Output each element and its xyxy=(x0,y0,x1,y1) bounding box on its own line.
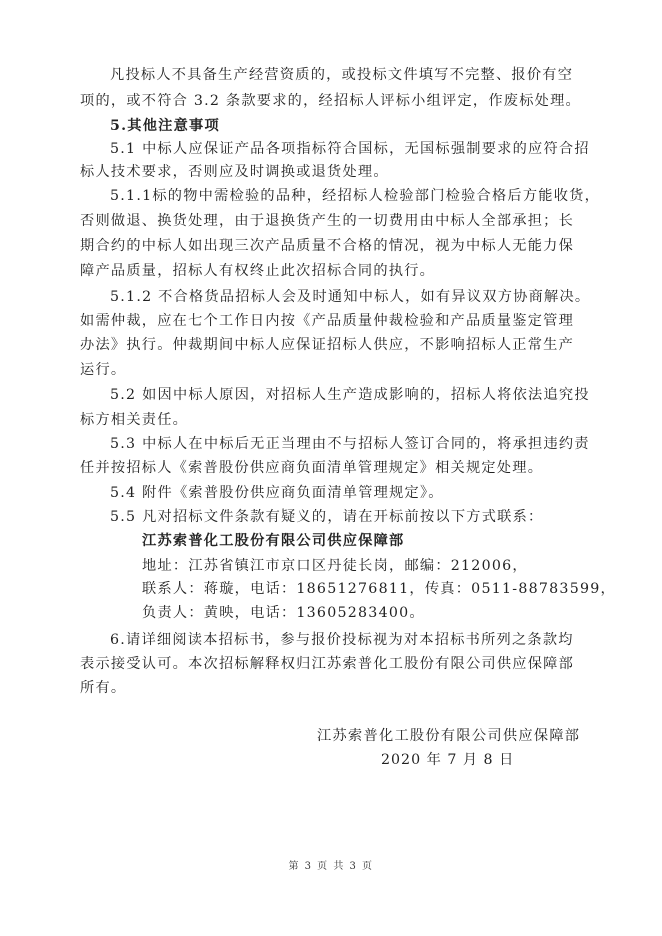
paragraph-5-2-line-2: 标方相关责任。 xyxy=(80,412,189,428)
page-footer: 第 3 页 共 3 页 xyxy=(288,861,374,872)
paragraph-5-1-line-1: 5.1 中标人应保证产品各项指标符合国标，无国标强制要求的应符合招 xyxy=(110,141,590,157)
paragraph-6-line-1: 6.请详细阅读本招标书，参与报价投标视为对本招标书所列之条款均 xyxy=(110,632,574,648)
paragraph-5-1-2-line-4: 运行。 xyxy=(80,362,127,378)
paragraph-5-1-1-line-2: 否则做退、换货处理，由于退换货产生的一切费用由中标人全部承担；长 xyxy=(80,213,575,229)
paragraph-5-1-2-line-3: 办法》执行。仲裁期间中标人应保证招标人供应，不影响招标人正常生产 xyxy=(80,337,575,353)
paragraph-6-line-3: 所有。 xyxy=(80,680,127,696)
paragraph-invalid-bid-line-2: 项的，或不符合 3.2 条款要求的，经招标人评标小组评定，作废标处理。 xyxy=(80,93,581,109)
paragraph-5-1-2-line-2: 如需仲裁，应在七个工作日内按《产品质量仲裁检验和产品质量鉴定管理 xyxy=(80,313,575,329)
paragraph-5-3-line-2: 任并按招标人《索普股份供应商负面清单管理规定》相关规定处理。 xyxy=(80,460,544,476)
paragraph-5-1-line-2: 标人技术要求，否则应及时调换或退货处理。 xyxy=(80,164,389,180)
contact-address: 地址：江苏省镇江市京口区丹徒长岗，邮编：212006， xyxy=(142,558,528,574)
paragraph-5-2-line-1: 5.2 如因中标人原因，对招标人生产造成影响的，招标人将依法追究投 xyxy=(110,387,590,403)
paragraph-5-4: 5.4 附件《索普股份供应商负面清单管理规定》。 xyxy=(110,485,444,501)
contact-org: 江苏索普化工股份有限公司供应保障部 xyxy=(142,533,405,549)
contact-person: 联系人：蒋璇，电话：18651276811，传真：0511-88783599， xyxy=(142,581,616,597)
paragraph-6-line-2: 表示接受认可。本次招标解释权归江苏索普化工股份有限公司供应保障部 xyxy=(80,656,575,672)
paragraph-5-1-1-line-4: 障产品质量，招标人有权终止此次招标合同的执行。 xyxy=(80,263,436,279)
signature-date: 2020 年 7 月 8 日 xyxy=(381,752,515,768)
signature-org: 江苏索普化工股份有限公司供应保障部 xyxy=(317,728,581,744)
section-heading-5: 5.其他注意事项 xyxy=(110,118,220,134)
contact-responsible: 负责人：黄映，电话：13605283400。 xyxy=(142,605,425,621)
paragraph-invalid-bid-line-1: 凡投标人不具备生产经营资质的，或投标文件填写不完整、报价有空 xyxy=(110,67,574,83)
paragraph-5-3-line-1: 5.3 中标人在中标后无正当理由不与招标人签订合同的，将承担违约责 xyxy=(110,436,590,452)
paragraph-5-1-1-line-1: 5.1.1标的物中需检验的品种，经招标人检验部门检验合格后方能收货， xyxy=(110,188,601,204)
paragraph-5-1-2-line-1: 5.1.2 不合格货品招标人会及时通知中标人，如有异议双方协商解决。 xyxy=(110,289,591,305)
paragraph-5-1-1-line-3: 期合约的中标人如出现三次产品质量不合格的情况，视为中标人无能力保 xyxy=(80,238,575,254)
paragraph-5-5: 5.5 凡对招标文件条款有疑义的，请在开标前按以下方式联系： xyxy=(110,509,544,525)
